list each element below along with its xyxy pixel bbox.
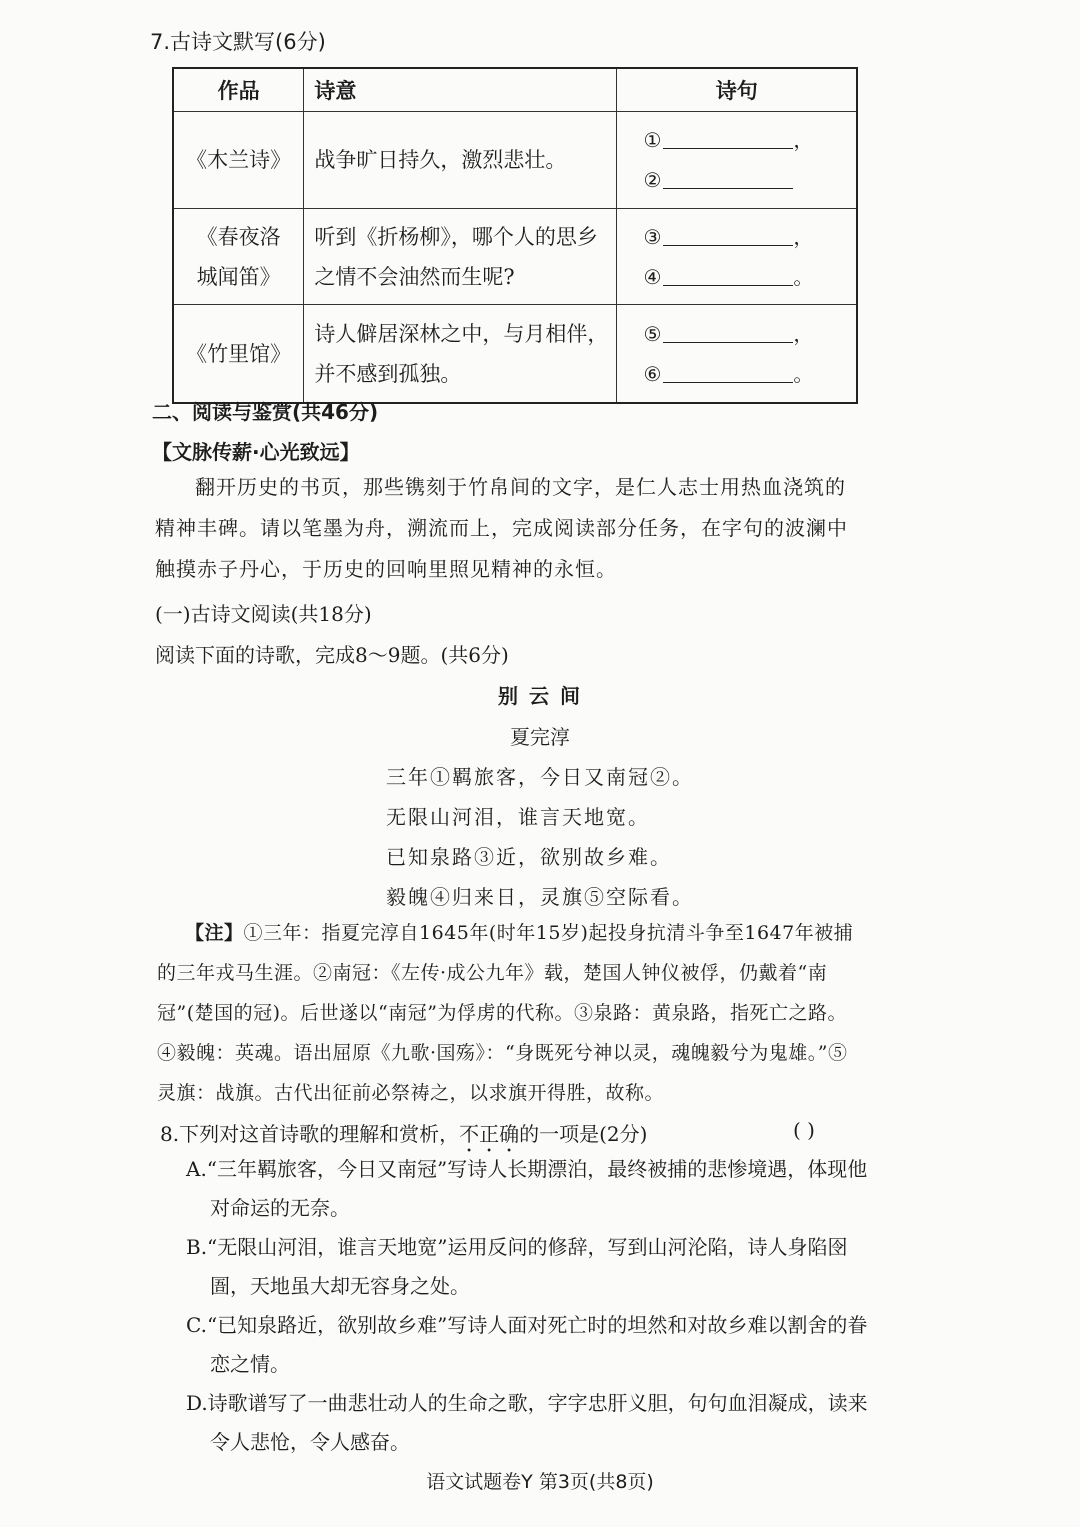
answer-blank[interactable] xyxy=(663,316,793,343)
table-row xyxy=(173,209,857,305)
note-text: ①三年：指夏完淳自1645年(时年15岁)起投身抗清斗争至1647年被捕的三年戎马生涯。②南冠：《左传·成公九年》载，楚国人钟仪被俘，仍戴着“南冠”(楚国的冠)。后世遂以“南冠”为俘虏的代称。③泉路：黄泉路，指死亡之路。④毅魄：英魂。语出屈原《九歌·国殇》：“身既死兮神以灵，魂魄毅兮为鬼雄。”⑤灵旗：战旗。古代出征前必祭祷之，以求旗开得胜，故称。 xyxy=(157,922,854,1104)
table-row xyxy=(173,305,857,404)
table-row xyxy=(173,112,857,209)
answer-cell xyxy=(617,305,857,404)
header-meaning: 诗意 xyxy=(304,68,617,112)
work-title: 《竹里馆》 xyxy=(173,305,304,404)
header-work: 作品 xyxy=(173,68,304,112)
answer-slot-4[interactable]: ④ 。 xyxy=(643,257,848,297)
answer-slot-6[interactable]: ⑥ 。 xyxy=(643,354,848,394)
option-b[interactable]: B.“无限山河泪，谁言天地宽”运用反问的修辞，写到山河沦陷，诗人身陷囹圄，天地虽大却无容身之处。 xyxy=(186,1235,848,1298)
answer-slot-2[interactable]: ② xyxy=(643,160,848,200)
poem-verse: 三年①羁旅客，今日又南冠②。 xyxy=(386,765,694,789)
answer-blank[interactable] xyxy=(663,122,793,149)
poem-meaning: 听到《折杨柳》，哪个人的思乡之情不会油然而生呢? xyxy=(304,209,617,305)
work-title: 《木兰诗》 xyxy=(173,112,304,209)
question-8-stem: 8.下列对这首诗歌的理解和赏析，不正确的一项是(2分) xyxy=(160,1122,648,1146)
question-7-title: 7.古诗文默写(6分) xyxy=(150,30,326,54)
answer-blank[interactable] xyxy=(663,219,793,246)
answer-slot-1[interactable]: ① ， xyxy=(643,120,848,160)
page-footer: 语文试题卷Y 第3页(共8页) xyxy=(426,1471,654,1493)
poem-verse: 毅魄④归来日，灵旗⑤空际看。 xyxy=(386,885,694,909)
section-2-title: 二、阅读与鉴赏(共46分) xyxy=(152,400,379,424)
answer-blank[interactable] xyxy=(663,162,793,189)
poem-author: 夏完淳 xyxy=(510,725,570,749)
answer-blank[interactable] xyxy=(663,356,793,383)
poem-notes xyxy=(157,913,862,1113)
reading-instruction: 阅读下面的诗歌，完成8～9题。(共6分) xyxy=(155,643,509,667)
poem-verse: 已知泉路③近，欲别故乡难。 xyxy=(386,845,672,869)
section-banner: 【文脉传薪·心光致远】 xyxy=(152,440,360,464)
poem-verse: 无限山河泪，谁言天地宽。 xyxy=(386,805,650,829)
answer-slot-3[interactable]: ③ ， xyxy=(643,217,848,257)
emphasis-not-correct: 不正确 xyxy=(459,1122,520,1146)
poetry-fill-table xyxy=(172,67,858,404)
poem-meaning: 诗人僻居深林之中，与月相伴，并不感到孤独。 xyxy=(304,305,617,404)
answer-slot-5[interactable]: ⑤ ， xyxy=(643,314,848,354)
work-title: 《春夜洛城闻笛》 xyxy=(173,209,304,305)
poem-meaning: 战争旷日持久，激烈悲壮。 xyxy=(304,112,617,209)
header-lines: 诗句 xyxy=(617,68,857,112)
note-label: 【注】 xyxy=(185,922,244,944)
answer-cell xyxy=(617,112,857,209)
intro-paragraph: 翻开历史的书页，那些镌刻于竹帛间的文字，是仁人志士用热血浇筑的精神丰碑。请以笔墨为舟，溯流而上，完成阅读部分任务，在字句的波澜中触摸赤子丹心，于历史的回响里照见精神的永恒。 xyxy=(155,475,848,581)
option-d[interactable]: D.诗歌谱写了一曲悲壮动人的生命之歌，字字忠肝义胆，句句血泪凝成，读来令人悲怆，令人感奋。 xyxy=(186,1391,868,1454)
subsection-title: (一)古诗文阅读(共18分) xyxy=(155,602,372,626)
answer-blank[interactable] xyxy=(663,259,793,286)
answer-parenthesis[interactable]: ( ) xyxy=(793,1118,815,1142)
answer-cell xyxy=(617,209,857,305)
poem-title: 别 云 间 xyxy=(498,684,582,708)
option-c[interactable]: C.“已知泉路近，欲别故乡难”写诗人面对死亡时的坦然和对故乡难以割舍的眷恋之情。 xyxy=(186,1313,868,1376)
table-header-row xyxy=(173,68,857,112)
option-a[interactable]: A.“三年羁旅客，今日又南冠”写诗人长期漂泊，最终被捕的悲惨境遇，体现他对命运的无奈。 xyxy=(186,1157,868,1220)
